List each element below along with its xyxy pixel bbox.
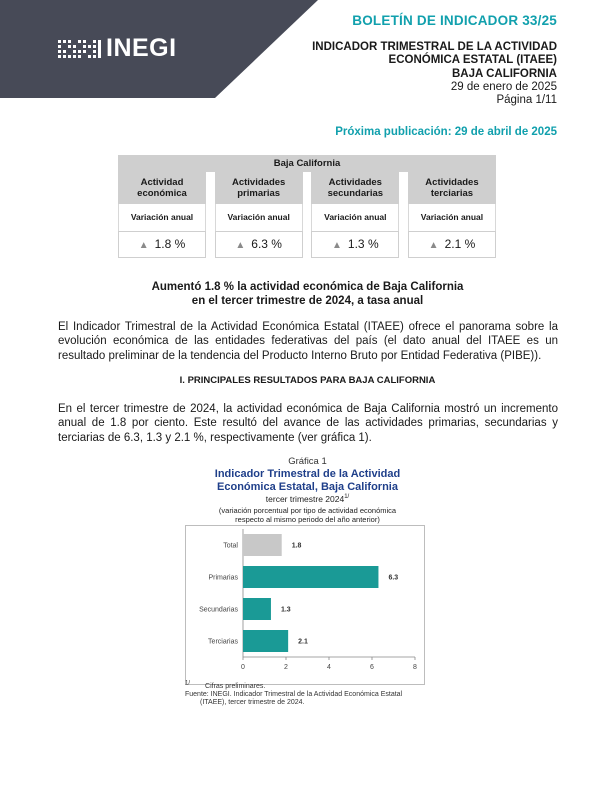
bar-chart (185, 525, 425, 685)
key-column-total (118, 172, 206, 258)
key-column-header: Actividades secundarias (311, 172, 399, 204)
data-label: 6.3 (388, 574, 399, 582)
graph-subtitle: tercer trimestre $2024^{1/}$ (265, 494, 350, 504)
footnote-preliminary: $^{1/}$ Cifras preliminares. (185, 680, 266, 690)
title-line-2: ECONÓMICA ESTATAL (ITAEE) (388, 54, 557, 67)
key-column-header: Actividad económica (118, 172, 206, 204)
headline (0, 280, 615, 308)
graph-title: Indicador Trimestral de la Actividad Económica Estatal, Baja California (214, 468, 401, 493)
graph-number: Gráfica 1 (288, 456, 327, 467)
inegi-logo (58, 34, 177, 63)
footnote-source-cont: (ITAEE), tercer trimestre de 2024. (200, 699, 305, 707)
next-publication: Próxima publicación: 29 de abril de 2025 (335, 126, 557, 138)
key-metric-label: Variación anual (311, 204, 399, 231)
x-tick-label: 6 (370, 664, 374, 671)
key-column-header: Actividades primarias (215, 172, 303, 204)
category-label: Terciarias (208, 638, 238, 646)
document-title-block (312, 41, 557, 107)
key-metric-label: Variación anual (118, 204, 206, 231)
headline-line-1: Aumentó 1.8 % la actividad económica de Baja California (151, 281, 464, 293)
chart-frame (186, 526, 425, 685)
triangle-up-icon: ▲ (332, 240, 342, 251)
footnote-source: Fuente: INEGI. Indicador Trimestral de la Actividad Económica Estatal (185, 691, 403, 699)
key-column-secondary (311, 172, 399, 258)
category-label: Primarias (208, 574, 238, 582)
key-column-primary (215, 172, 303, 258)
data-label: 1.8 (291, 542, 302, 550)
page-number: Página 1/11 (496, 94, 557, 107)
footnotes (185, 680, 403, 708)
bar-total (243, 534, 282, 556)
title-line-1: INDICADOR TRIMESTRAL DE LA ACTIVIDAD (312, 41, 557, 53)
data-label: 1.3 (280, 606, 291, 614)
x-tick-label: 8 (413, 664, 417, 671)
inegi-mark-icon (58, 38, 102, 60)
section-title: I. PRINCIPALES RESULTADOS PARA BAJA CALIFORNIA (179, 375, 436, 386)
category-label: Total (223, 542, 238, 550)
data-label: 2.1 (298, 638, 308, 646)
key-figures-table (118, 155, 496, 258)
bulletin-number: BOLETÍN DE INDICADOR 33/25 (352, 13, 557, 28)
key-column-header: Actividades terciarias (408, 172, 496, 204)
key-metric-label: Variación anual (408, 204, 496, 231)
x-tick-label: 0 (241, 664, 245, 671)
headline-line-2: en el tercer trimestre de 2024, a tasa anual (191, 295, 424, 307)
intro-paragraph: El Indicador Trimestral de la Actividad Económica Estatal (ITAEE) ofrece el panorama sobre la evolución económica de las entidades federativas del país (el dato anual del ITAEE es un resultado preliminar de la tendencia del Producto Interno Bruto por Entidad Federativa (PIBE)). (58, 321, 558, 362)
graph-note: (variación porcentual por tipo de actividad económica respecto al mismo periodo del año anterior) (218, 506, 397, 524)
triangle-up-icon: ▲ (235, 240, 246, 251)
key-value: ▲ 2.1 % (408, 231, 496, 258)
key-value: ▲ 1.8 % (118, 231, 206, 258)
page-header (0, 0, 615, 107)
results-paragraph: En el tercer trimestre de 2024, la actividad económica de Baja California mostró un incremento anual de 1.8 por ciento. Este resultó del avance de las actividades primarias, secundarias y terciarias de 6.3, 1.3 y 2.1 %, respectivamente (ver gráfica 1). (58, 403, 558, 444)
key-value: ▲ 6.3 % (215, 231, 303, 258)
bar-secundarias (243, 598, 271, 620)
bar-primarias (243, 566, 378, 588)
key-metric-label: Variación anual (215, 204, 303, 231)
publication-date: 29 de enero de 2025 (450, 80, 557, 93)
key-column-tertiary (408, 172, 496, 258)
triangle-up-icon: ▲ (428, 240, 439, 251)
bar-terciarias (243, 630, 288, 652)
category-label: Secundarias (199, 606, 238, 614)
triangle-up-icon: ▲ (138, 240, 149, 251)
key-table-title: Baja California (118, 155, 496, 172)
region-name: BAJA CALIFORNIA (452, 67, 557, 80)
key-value: ▲ 1.3 % (311, 231, 399, 258)
x-tick-label: 4 (327, 664, 331, 671)
x-tick-label: 2 (284, 664, 288, 671)
logo-text: INEGI (106, 34, 177, 62)
